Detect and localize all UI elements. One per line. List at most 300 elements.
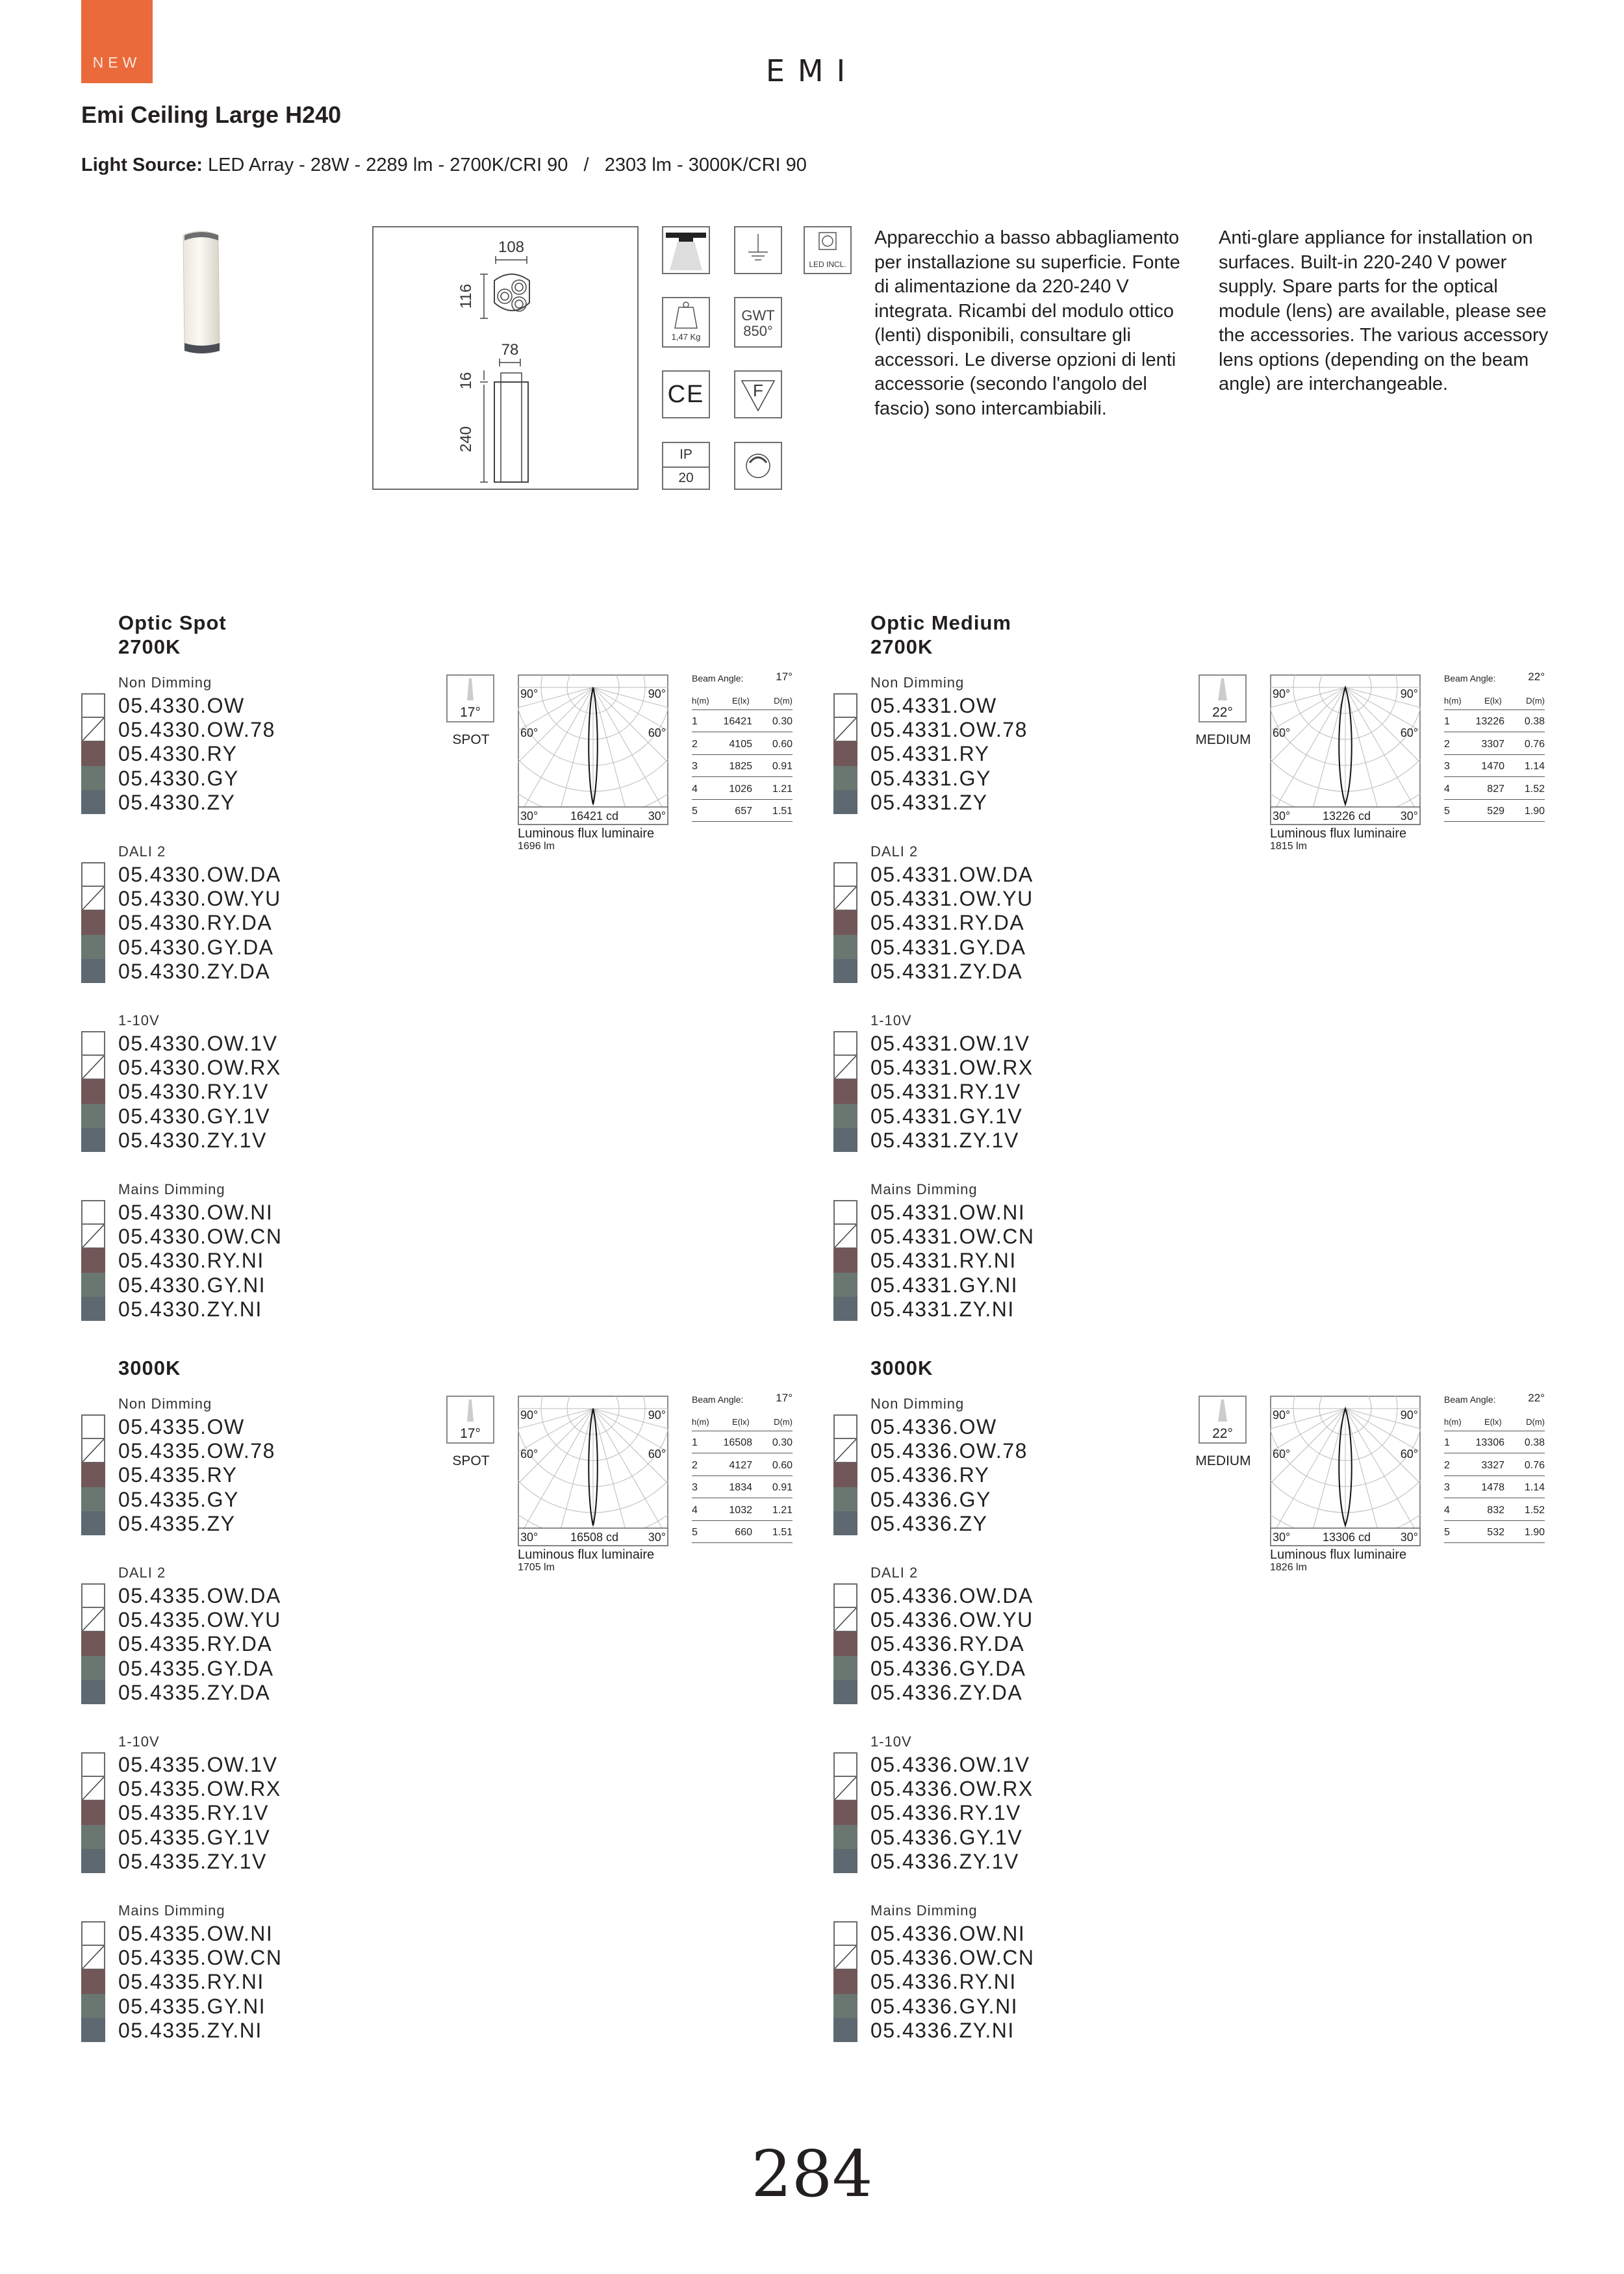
beam-table-row [1444, 755, 1545, 778]
led-included-label: LED INCL. [809, 260, 846, 269]
cell-e: 13226 [1475, 716, 1504, 727]
finish-swatch [833, 1248, 857, 1272]
finish-swatch [833, 1031, 857, 1055]
cell-h: 3 [1444, 1482, 1450, 1493]
product-code: 05.4335.OW.CN [118, 1946, 283, 1970]
dim-top-gap: 16 [457, 372, 475, 390]
finish-swatch [81, 1583, 105, 1607]
polar-label-90-left: 90° [1273, 1409, 1291, 1422]
product-code: 05.4331.GY.NI [870, 1273, 1019, 1297]
product-code: 05.4330.GY [118, 766, 239, 790]
polar-label-60-right: 60° [1400, 726, 1418, 739]
product-code: 05.4330.ZY.NI [118, 1297, 262, 1321]
beam-name: SPOT [452, 732, 490, 747]
section-title-line2: 2700K [118, 635, 181, 658]
cell-d: 1.90 [1524, 1527, 1545, 1538]
col-e: E(lx) [732, 1416, 750, 1427]
dimming-group-label: Mains Dimming [118, 1902, 225, 1919]
finish-swatch [833, 2018, 857, 2042]
weight-label: 1,47 Kg [671, 332, 701, 342]
beam-table-row [1444, 800, 1545, 823]
finish-swatch [81, 1248, 105, 1272]
cell-h: 1 [1444, 716, 1450, 727]
finish-swatch [833, 1297, 857, 1321]
cell-e: 832 [1487, 1504, 1504, 1516]
cell-e: 1026 [729, 783, 752, 795]
beam-angle-value: 17° [776, 1392, 793, 1404]
dimming-group-label: Non Dimming [118, 674, 212, 691]
finish-swatch [81, 1969, 105, 1993]
finish-swatch [833, 910, 857, 934]
beam-table-row [1444, 1431, 1545, 1454]
cell-e: 1032 [729, 1504, 752, 1516]
beam-table [1444, 1389, 1545, 1543]
luminous-flux-label: Luminous flux luminaire [518, 1548, 655, 1562]
cell-e: 827 [1487, 783, 1504, 795]
beam-icon [1199, 674, 1247, 722]
product-code: 05.4331.RY [870, 742, 990, 766]
product-code: 05.4336.RY.DA [870, 1632, 1025, 1656]
new-badge [81, 0, 153, 83]
finish-swatch [833, 935, 857, 959]
section-title [118, 1356, 181, 1380]
finish-swatch [81, 1994, 105, 2018]
product-code: 05.4336.OW.DA [870, 1584, 1034, 1607]
finish-swatch [833, 1438, 857, 1463]
col-d: D(m) [774, 695, 793, 706]
page-number: 284 [751, 2138, 873, 2212]
finish-swatch [833, 766, 857, 790]
product-code: 05.4335.ZY.1V [118, 1849, 267, 1873]
finish-swatch [833, 1128, 857, 1152]
finish-swatch [81, 1200, 105, 1224]
cell-h: 2 [692, 1459, 698, 1471]
product-code: 05.4336.ZY.1V [870, 1849, 1019, 1873]
beam-angle-value: 22° [1528, 1392, 1545, 1404]
product-code: 05.4336.ZY [870, 1511, 988, 1535]
finish-swatch [833, 1994, 857, 2018]
dim-height-side: 240 [457, 426, 475, 453]
finish-swatch [81, 1414, 105, 1438]
polar-label-60-left: 60° [520, 1448, 539, 1461]
product-code: 05.4331.GY [870, 766, 991, 790]
cell-d: 1.90 [1524, 806, 1545, 817]
polar-label-60-right: 60° [648, 1448, 666, 1461]
finish-swatch [81, 1800, 105, 1824]
finish-swatch [833, 862, 857, 886]
product-code: 05.4330.OW.NI [118, 1201, 273, 1224]
polar-cd-value: 16421 cd [570, 810, 619, 823]
cell-d: 0.38 [1524, 1437, 1545, 1448]
beam-table [692, 668, 793, 822]
finish-swatch [81, 1031, 105, 1055]
dimming-group-label: 1-10V [118, 1012, 160, 1028]
finish-swatch [833, 1776, 857, 1800]
cell-e: 657 [735, 806, 752, 817]
cell-d: 0.30 [772, 716, 793, 727]
luminous-flux-label: Luminous flux luminaire [518, 826, 655, 841]
luminous-flux-label: Luminous flux luminaire [1270, 826, 1407, 841]
beam-icon [446, 674, 494, 722]
cell-d: 0.91 [772, 761, 793, 772]
product-code: 05.4335.RY.NI [118, 1970, 264, 1994]
product-code: 05.4330.RY.DA [118, 911, 273, 935]
section-title-line2: 3000K [118, 1357, 181, 1379]
polar-label-60-left: 60° [1273, 726, 1291, 739]
polar-label-30-right: 30° [648, 810, 666, 823]
product-code: 05.4330.OW.RX [118, 1056, 281, 1080]
cell-d: 0.60 [772, 1459, 793, 1471]
beam-table [692, 1389, 793, 1543]
product-code: 05.4335.OW.1V [118, 1753, 278, 1776]
product-code: 05.4335.GY.NI [118, 1994, 266, 2018]
col-d: D(m) [1526, 1416, 1545, 1427]
cell-h: 4 [1444, 1504, 1450, 1516]
product-code: 05.4331.OW.NI [870, 1201, 1026, 1224]
finish-swatch [81, 1607, 105, 1631]
finish-swatch [833, 1945, 857, 1969]
cell-h: 1 [692, 1437, 698, 1448]
cell-h: 4 [692, 783, 698, 795]
finish-swatch [81, 1487, 105, 1511]
dim-width-side: 78 [501, 341, 519, 359]
product-code: 05.4336.ZY.NI [870, 2018, 1015, 2042]
product-code: 05.4336.RY [870, 1463, 990, 1487]
cell-d: 1.14 [1524, 1482, 1545, 1493]
finish-swatch [81, 910, 105, 934]
product-code: 05.4336.OW.RX [870, 1777, 1034, 1801]
cell-d: 1.21 [772, 783, 793, 795]
beam-angle-value: 17° [776, 671, 793, 683]
finish-swatch [81, 790, 105, 814]
product-code: 05.4335.OW.YU [118, 1608, 281, 1632]
cell-d: 1.21 [772, 1504, 793, 1516]
product-code: 05.4335.ZY [118, 1511, 236, 1535]
product-code: 05.4330.RY.NI [118, 1249, 264, 1273]
cell-d: 0.38 [1524, 716, 1545, 727]
col-e: E(lx) [1484, 1416, 1502, 1427]
product-code: 05.4331.ZY.1V [870, 1128, 1019, 1152]
finish-swatch [833, 1849, 857, 1873]
product-code: 05.4330.OW [118, 694, 245, 717]
cell-d: 0.76 [1524, 1459, 1545, 1471]
cell-e: 3307 [1481, 738, 1504, 750]
polar-diagram [1270, 674, 1421, 825]
product-code: 05.4336.OW.YU [870, 1608, 1034, 1632]
cell-e: 660 [735, 1527, 752, 1538]
weight-icon [662, 297, 710, 348]
cell-e: 4105 [729, 738, 752, 750]
col-h: h(m) [1444, 695, 1462, 706]
product-code: 05.4336.GY.NI [870, 1994, 1019, 2018]
product-code: 05.4330.GY.DA [118, 935, 274, 959]
product-code: 05.4335.GY.DA [118, 1656, 274, 1680]
cell-e: 1825 [729, 761, 752, 772]
product-code: 05.4331.OW.CN [870, 1225, 1035, 1249]
dimming-group-label: Non Dimming [118, 1396, 212, 1412]
product-code: 05.4331.GY.1V [870, 1104, 1023, 1128]
product-code: 05.4336.GY.DA [870, 1656, 1026, 1680]
dimming-group-label: Mains Dimming [870, 1181, 978, 1197]
beam-table-row [1444, 1453, 1545, 1476]
dimming-group-label: 1-10V [870, 1733, 912, 1750]
product-code: 05.4336.RY.NI [870, 1970, 1017, 1994]
beam-table-row [692, 710, 793, 733]
light-source-value: LED Array - 28W - 2289 lm - 2700K/CRI 90 / 2303 lm - 3000K/CRI 90 [202, 155, 807, 175]
finish-swatch [833, 717, 857, 741]
dimming-group-label: DALI 2 [870, 1565, 919, 1581]
ip-value: 20 [678, 470, 694, 485]
polar-cd-value: 16508 cd [570, 1531, 619, 1544]
light-source-line [81, 155, 807, 176]
col-e: E(lx) [732, 695, 750, 706]
product-code: 05.4330.OW.CN [118, 1225, 283, 1249]
product-code: 05.4330.OW.1V [118, 1032, 278, 1055]
product-code: 05.4330.ZY.1V [118, 1128, 267, 1152]
polar-label-30-right: 30° [1400, 1531, 1418, 1544]
section-title [870, 611, 1011, 659]
finish-swatch [81, 741, 105, 765]
finish-swatch [81, 1945, 105, 1969]
ce-mark-label: CE [667, 381, 705, 408]
cell-e: 13306 [1475, 1437, 1504, 1448]
brand-name: EMI [765, 53, 859, 88]
finish-swatch [833, 1969, 857, 1993]
cell-d: 1.51 [772, 1527, 793, 1538]
cell-d: 0.60 [772, 738, 793, 750]
beam-table-row [1444, 1476, 1545, 1499]
luminous-flux-value: 1696 lm [518, 841, 555, 852]
finish-swatch [833, 1607, 857, 1631]
finish-swatch [833, 1583, 857, 1607]
finish-swatch [81, 1128, 105, 1152]
finish-swatch [833, 1224, 857, 1248]
cell-h: 4 [692, 1504, 698, 1516]
product-code: 05.4335.OW.NI [118, 1922, 273, 1945]
product-code: 05.4330.RY.1V [118, 1080, 269, 1104]
product-code: 05.4335.ZY.DA [118, 1680, 271, 1704]
beam-table-row [1444, 1521, 1545, 1544]
dimming-group-label: DALI 2 [118, 1565, 166, 1581]
cell-d: 1.52 [1524, 783, 1545, 795]
beam-name: SPOT [452, 1453, 490, 1468]
finish-swatch [833, 1921, 857, 1945]
beam-table-row [692, 732, 793, 755]
new-badge-label: NEW [92, 54, 142, 71]
section-title-line2: 3000K [870, 1357, 933, 1379]
beam-table-row [692, 1521, 793, 1544]
ip-label: IP [679, 447, 692, 462]
finish-swatch [81, 1776, 105, 1800]
section-title [870, 1356, 933, 1380]
beam-angle-label: Beam Angle: [692, 673, 744, 683]
product-code: 05.4331.RY.NI [870, 1249, 1017, 1273]
polar-label-30-left: 30° [1273, 1531, 1291, 1544]
product-code: 05.4335.ZY.NI [118, 2018, 262, 2042]
col-e: E(lx) [1484, 695, 1502, 706]
finish-swatch [833, 741, 857, 765]
product-code: 05.4335.RY.1V [118, 1801, 269, 1825]
luminous-flux-value: 1826 lm [1270, 1562, 1307, 1573]
finish-swatch [81, 959, 105, 983]
cell-e: 1834 [729, 1482, 752, 1493]
polar-label-90-left: 90° [1273, 687, 1291, 700]
finish-swatch [833, 1414, 857, 1438]
polar-label-90-left: 90° [520, 1409, 539, 1422]
finish-swatch [81, 1463, 105, 1487]
beam-table [1444, 668, 1545, 822]
finish-swatch [833, 1104, 857, 1128]
product-code: 05.4330.GY.NI [118, 1273, 266, 1297]
glow-wire-test-icon [734, 297, 782, 348]
finish-swatch [81, 886, 105, 910]
col-h: h(m) [692, 695, 709, 706]
finish-swatch [833, 1631, 857, 1655]
finish-swatch [833, 1463, 857, 1487]
finish-swatch [81, 1055, 105, 1079]
led-included-icon [804, 226, 852, 274]
cell-e: 4127 [729, 1459, 752, 1471]
section-title-line1: Optic Medium [870, 611, 1011, 634]
cell-e: 532 [1487, 1527, 1504, 1538]
beam-table-row [1444, 732, 1545, 755]
beam-table-row [1444, 777, 1545, 800]
finish-swatch [81, 717, 105, 741]
finish-swatch [81, 935, 105, 959]
product-code: 05.4336.GY.1V [870, 1825, 1023, 1849]
product-code: 05.4335.OW.78 [118, 1439, 275, 1463]
finish-swatch [81, 862, 105, 886]
ce-mark-icon [662, 370, 710, 418]
product-code: 05.4335.GY.1V [118, 1825, 271, 1849]
product-code: 05.4331.RY.DA [870, 911, 1025, 935]
dim-height-top: 116 [457, 283, 475, 309]
product-code: 05.4336.ZY.DA [870, 1680, 1023, 1704]
luminous-flux-value: 1705 lm [518, 1562, 555, 1573]
dimming-group-label: Mains Dimming [870, 1902, 978, 1919]
finish-swatch [81, 1511, 105, 1535]
polar-label-90-left: 90° [520, 687, 539, 700]
finish-swatch [81, 1921, 105, 1945]
product-code: 05.4330.OW.YU [118, 887, 281, 911]
finish-swatch [833, 693, 857, 717]
finish-swatch [81, 1631, 105, 1655]
product-code: 05.4331.OW.78 [870, 718, 1028, 742]
finish-swatch [81, 1297, 105, 1321]
cell-e: 16421 [723, 716, 752, 727]
polar-label-30-left: 30° [520, 1531, 539, 1544]
product-code: 05.4336.RY.1V [870, 1801, 1021, 1825]
finish-swatch [833, 1055, 857, 1079]
cell-d: 0.91 [772, 1482, 793, 1493]
product-code: 05.4331.OW.RX [870, 1056, 1034, 1080]
dimension-drawing [372, 226, 639, 490]
gwt-value: 850° [743, 323, 773, 339]
ceiling-mount-icon [662, 226, 710, 274]
dim-width-top: 108 [498, 238, 525, 256]
polar-diagram [1270, 1396, 1421, 1546]
product-code: 05.4336.OW.CN [870, 1946, 1035, 1970]
cell-h: 1 [692, 716, 698, 727]
finish-swatch [833, 790, 857, 814]
product-code: 05.4335.OW [118, 1415, 245, 1438]
product-photo [156, 227, 247, 357]
product-code: 05.4335.RY.DA [118, 1632, 273, 1656]
polar-label-90-right: 90° [648, 687, 666, 700]
product-code: 05.4330.GY.1V [118, 1104, 271, 1128]
product-title: Emi Ceiling Large H240 [81, 101, 342, 128]
finish-swatch [81, 1849, 105, 1873]
beam-name: MEDIUM [1195, 732, 1251, 747]
dimming-group-label: 1-10V [870, 1012, 912, 1028]
dimming-group-label: Mains Dimming [118, 1181, 225, 1197]
finish-swatch [833, 1680, 857, 1704]
beam-table-row [692, 755, 793, 778]
product-code: 05.4331.OW [870, 694, 997, 717]
cell-h: 4 [1444, 783, 1450, 795]
finish-swatch [81, 1752, 105, 1776]
col-d: D(m) [1526, 695, 1545, 706]
finish-swatch [833, 1825, 857, 1849]
polar-label-30-left: 30° [520, 810, 539, 823]
luminous-flux-label: Luminous flux luminaire [1270, 1548, 1407, 1562]
beam-table-row [692, 1476, 793, 1499]
dimming-group-label: 1-10V [118, 1733, 160, 1750]
finish-swatch [81, 693, 105, 717]
finish-swatch [833, 1656, 857, 1680]
light-source-label: Light Source: [81, 155, 203, 175]
beam-icon-angle: 22° [1212, 705, 1233, 720]
polar-label-30-right: 30° [648, 1531, 666, 1544]
finish-swatch [833, 1511, 857, 1535]
product-code: 05.4331.OW.DA [870, 863, 1034, 886]
section-title-line1: Optic Spot [118, 611, 227, 634]
cell-h: 5 [1444, 1527, 1450, 1538]
polar-label-60-left: 60° [1273, 1448, 1291, 1461]
cell-e: 529 [1487, 806, 1504, 817]
polar-diagram [518, 674, 668, 825]
ip-rating-icon [662, 442, 710, 490]
finish-swatch [81, 1438, 105, 1463]
beam-table-row [692, 1453, 793, 1476]
ground-class-icon [734, 226, 782, 274]
finish-swatch [81, 1273, 105, 1297]
dimming-group-label: Non Dimming [870, 1396, 965, 1412]
col-d: D(m) [774, 1416, 793, 1427]
finish-swatch [833, 1800, 857, 1824]
polar-label-60-right: 60° [1400, 1448, 1418, 1461]
product-code: 05.4336.OW [870, 1415, 997, 1438]
description-english: Anti-glare appliance for installation on surfaces. Built-in 220-240 V power supply. Spare parts for the optical module (lens) are available, please see the accessories. The various accessory lens options (depending on the beam angle) are interchangeable. [1219, 227, 1549, 394]
polar-diagram [518, 1396, 668, 1546]
finish-swatch [833, 1273, 857, 1297]
polar-label-90-right: 90° [648, 1409, 666, 1422]
finish-swatch [833, 1079, 857, 1103]
description-italian: Apparecchio a basso abbagliamento per installazione su superficie. Fonte di alimentazione da 220-240 V integrata. Ricambi del modulo ottico (lenti) disponibili, consultare gli accessori. Le diverse opzioni di lenti accessorie (secondo l'angolo del fascio) sono intercambiabili. [874, 227, 1180, 419]
beam-icon [446, 1396, 494, 1444]
product-code: 05.4331.OW.YU [870, 887, 1034, 911]
cell-h: 5 [692, 1527, 698, 1538]
product-code: 05.4331.ZY.NI [870, 1297, 1015, 1321]
cell-d: 0.30 [772, 1437, 793, 1448]
cell-d: 1.52 [1524, 1504, 1545, 1516]
cell-h: 3 [692, 761, 698, 772]
anti-glare-icon [734, 442, 782, 490]
product-code: 05.4336.GY [870, 1487, 991, 1511]
col-h: h(m) [692, 1416, 709, 1427]
cell-e: 16508 [723, 1437, 752, 1448]
product-code: 05.4331.OW.1V [870, 1032, 1030, 1055]
